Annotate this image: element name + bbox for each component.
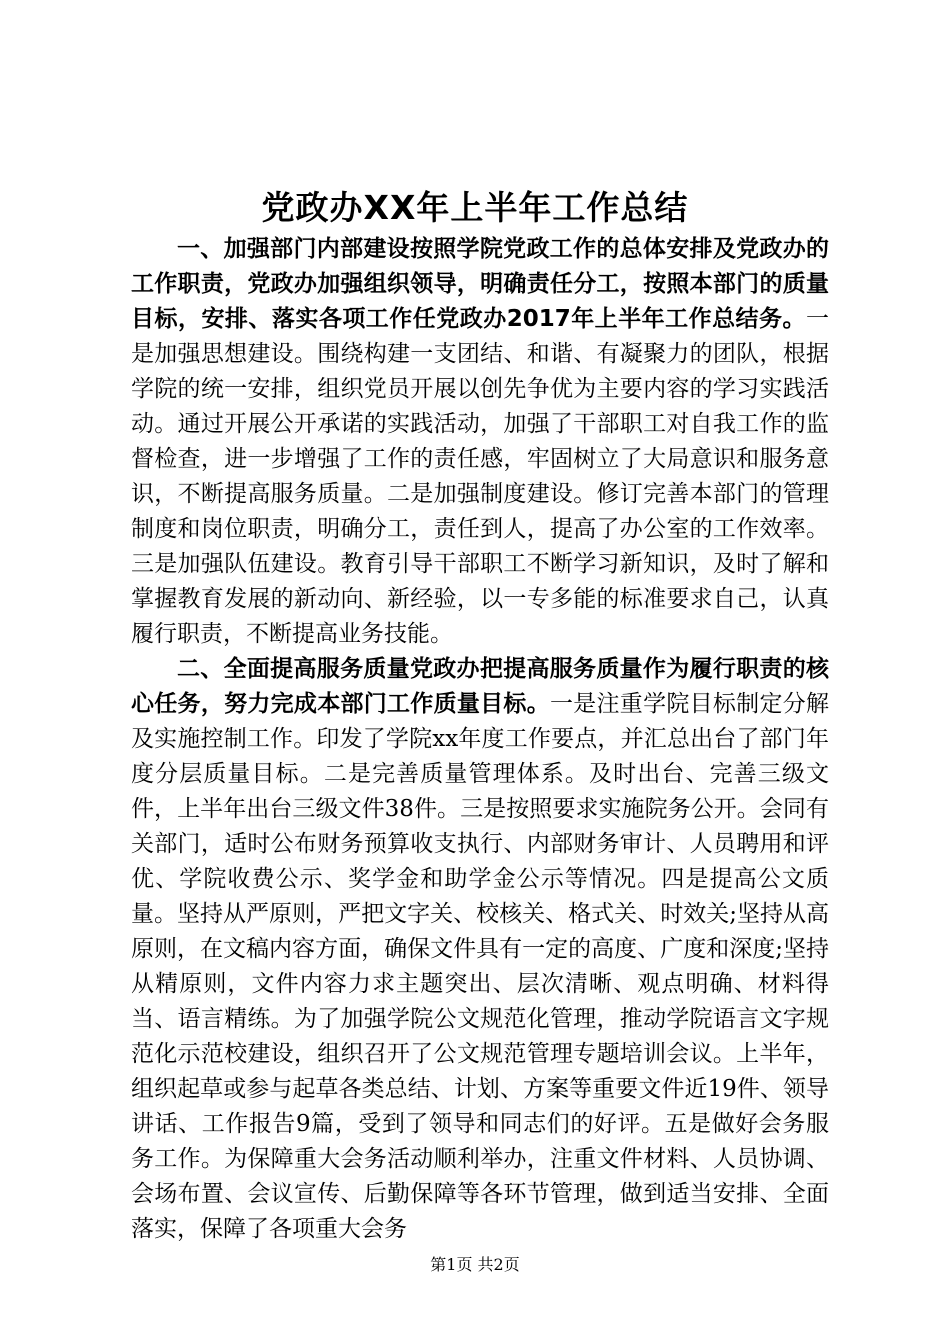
paragraph-1-heading: 一、加强部门内部建设按照学院党政工作的总体安排及党政办的工作职责，党政办加强组织领导，明确责任分工，按照本部门的质量目标，安排、落实各项工作任党政办2017年上半年工作总结务。: [131, 236, 829, 332]
document-title: 党政办XX年上半年工作总结: [261, 188, 689, 227]
page-number-footer: 第1页 共2页: [430, 1255, 520, 1274]
document-body: [131, 232, 829, 1247]
paragraph-2: [131, 652, 829, 1247]
paragraph-2-heading: 二、全面提高服务质量党政办把提高服务质量作为履行职责的核心任务，努力完成本部门工作质量目标。: [131, 656, 829, 717]
paragraph-1-text: 一是加强思想建设。围绕构建一支团结、和谐、有凝聚力的团队，根据学院的统一安排，组织党员开展以创先争优为主要内容的学习实践活动。通过开展公开承诺的实践活动，加强了干部职工对自我工作的监督检查，进一步增强了工作的责任感，牢固树立了大局意识和服务意识，不断提高服务质量。二是加强制度建设。修订完善本部门的管理制度和岗位职责，明确分工，责任到人，提高了办公室的工作效率。三是加强队伍建设。教育引导干部职工不断学习新知识，及时了解和掌握教育发展的新动向、新经验，以一专多能的标准要求自己，认真履行职责，不断提高业务技能。: [131, 306, 829, 647]
paragraph-2-text: 一是注重学院目标制定分解及实施控制工作。印发了学院xx年度工作要点，并汇总出台了部门年度分层质量目标。二是完善质量管理体系。及时出台、完善三级文件，上半年出台三级文件38件。三是按照要求实施院务公开。会同有关部门，适时公布财务预算收支执行、内部财务审计、人员聘用和评优、学院收费公示、奖学金和助学金公示等情况。四是提高公文质量。坚持从严原则，严把文字关、校核关、格式关、时效关;坚持从高原则，在文稿内容方面，确保文件具有一定的高度、广度和深度;坚持从精原则，文件内容力求主题突出、层次清晰、观点明确、材料得当、语言精练。为了加强学院公文规范化管理，推动学院语言文字规范化示范校建设，组织召开了公文规范管理专题培训会议。上半年，组织起草或参与起草各类总结、计划、方案等重要文件近19件、领导讲话、工作报告9篇，受到了领导和同志们的好评。五是做好会务服务工作。为保障重大会务活动顺利举办，注重文件材料、人员协调、会场布置、会议宣传、后勤保障等各环节管理，做到适当安排、全面落实，保障了各项重大会务: [131, 691, 830, 1242]
paragraph-1: [131, 232, 829, 652]
